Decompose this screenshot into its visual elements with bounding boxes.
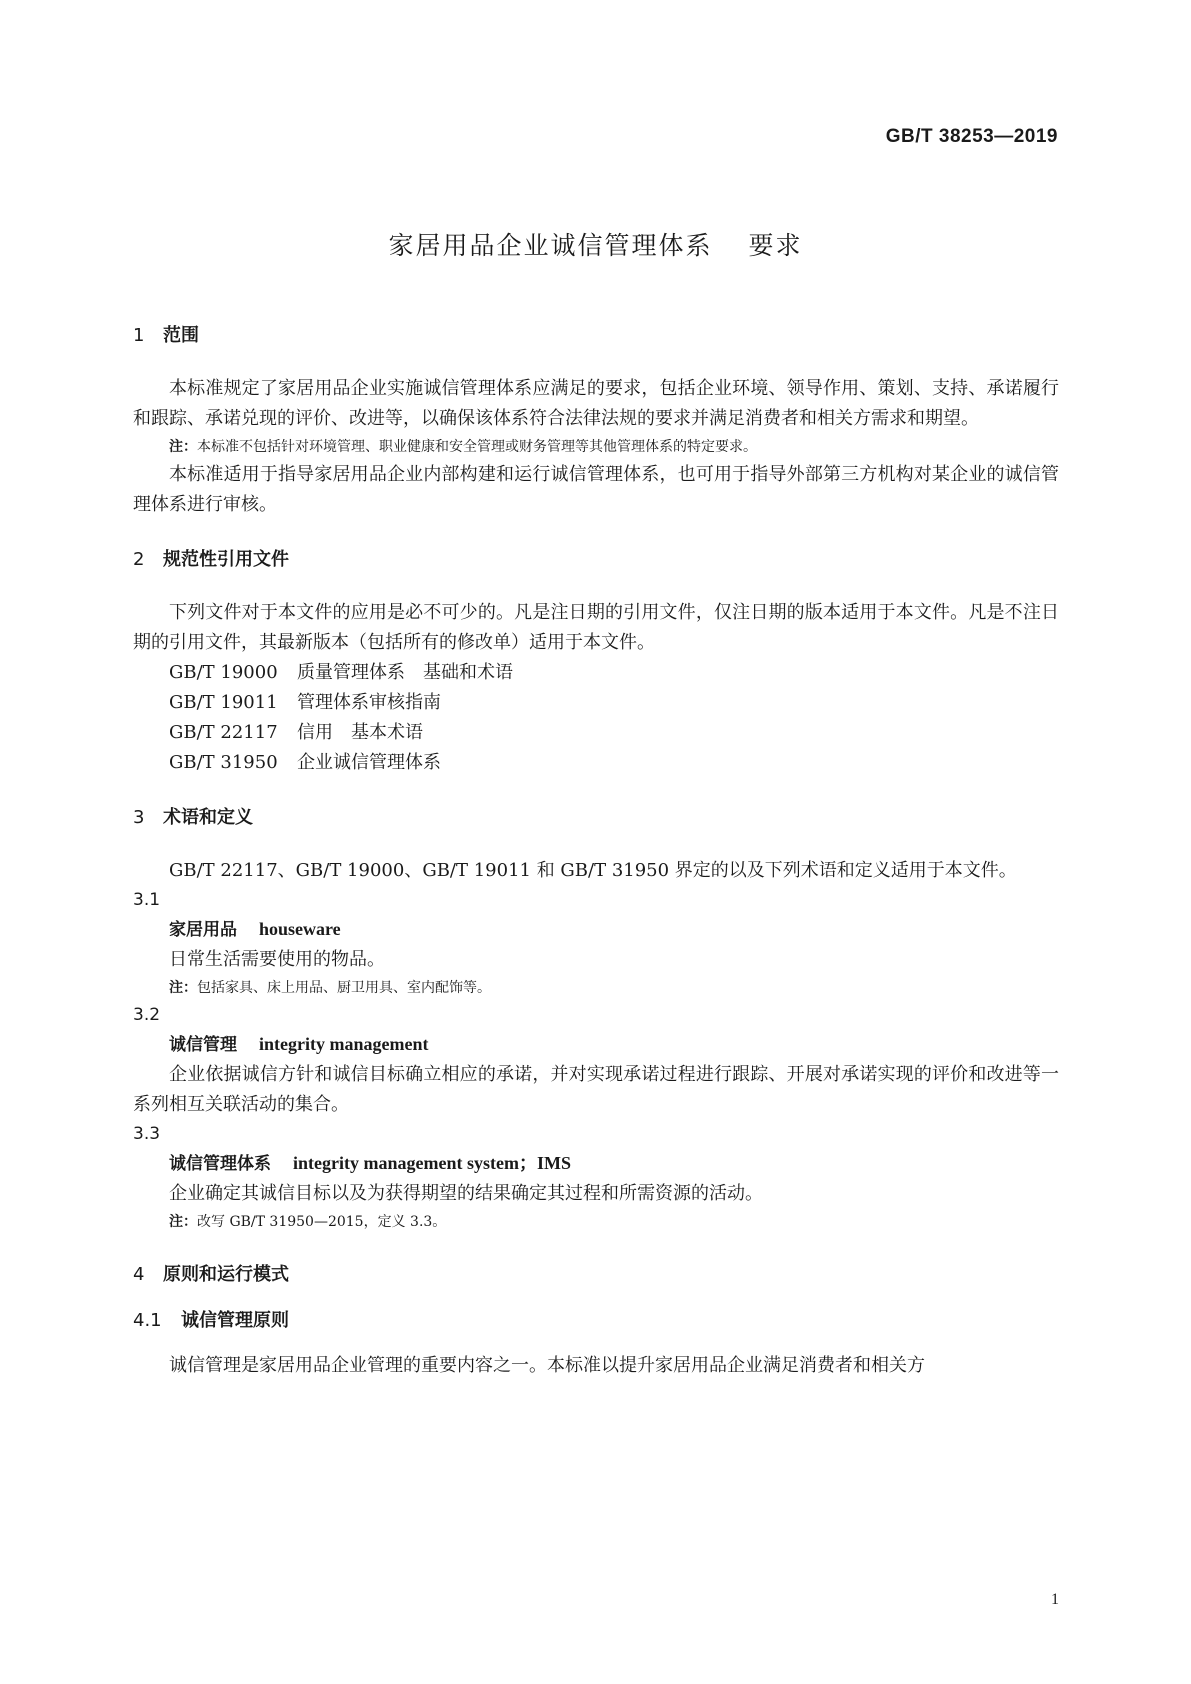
section-number: 2: [133, 549, 145, 570]
section-title: 原则和运行模式: [163, 1264, 289, 1285]
term-english: integrity management system；IMS: [293, 1153, 571, 1173]
reference-item: [133, 688, 1059, 718]
subsection-number: 4.1: [133, 1310, 162, 1331]
reference-code: GB/T 19011: [169, 692, 278, 713]
scope-note: [133, 434, 1059, 460]
section-number: 3: [133, 807, 145, 828]
note-text: 本标准不包括针对环境管理、职业健康和安全管理或财务管理等其他管理体系的特定要求。: [197, 439, 757, 455]
note-label: 注：: [169, 439, 197, 455]
term-english: houseware: [259, 919, 341, 939]
reference-title-part: 基本术语: [351, 722, 423, 743]
section-heading-normative-references: [133, 546, 1059, 574]
document-title: [0, 226, 1191, 262]
terms-paragraph: GB/T 22117、GB/T 19000、GB/T 19011 和 GB/T 31950 界定的以及下列术语和定义适用于本文件。: [169, 860, 1017, 881]
note-text: 改写 GB/T 31950—2015，定义 3.3。: [197, 1214, 447, 1230]
term-chinese: 诚信管理体系: [169, 1154, 271, 1174]
principles-paragraph: 诚信管理是家居用品企业管理的重要内容之一。本标准以提升家居用品企业满足消费者和相关方: [169, 1355, 925, 1376]
page-number: 1: [1051, 1591, 1059, 1608]
section-number: 4: [133, 1264, 145, 1285]
term-number: 3.2: [133, 1005, 161, 1025]
term-heading: [133, 1148, 1059, 1179]
note-label: 注：: [169, 1214, 197, 1230]
document-number: GB/T 38253—2019: [885, 126, 1058, 147]
term-definition: 企业确定其诚信目标以及为获得期望的结果确定其过程和所需资源的活动。: [169, 1183, 763, 1204]
reference-code: GB/T 22117: [169, 722, 278, 743]
title-suffix: 要求: [748, 231, 803, 260]
references-paragraph: 下列文件对于本文件的应用是必不可少的。凡是注日期的引用文件，仅注日期的版本适用于本文件。凡是不注日期的引用文件，其最新版本（包括所有的修改单）适用于本文件。: [133, 602, 1059, 653]
reference-item: [133, 748, 1059, 778]
section-title: 术语和定义: [163, 807, 253, 828]
subsection-heading-integrity-principles: [133, 1307, 1059, 1335]
term-definition: 日常生活需要使用的物品。: [169, 949, 385, 970]
reference-title-part: 基础和术语: [423, 662, 513, 683]
reference-item: [133, 658, 1059, 688]
section-title: 范围: [163, 325, 199, 346]
term-chinese: 诚信管理: [169, 1035, 237, 1055]
section-heading-terms: [133, 804, 1059, 832]
term-note: [133, 975, 1059, 1001]
term-heading: [133, 914, 1059, 945]
term-heading: [133, 1029, 1059, 1060]
term-definition: 企业依据诚信方针和诚信目标确立相应的承诺，并对实现承诺过程进行跟踪、开展对承诺实现的评价和改进等一系列相互关联活动的集合。: [133, 1064, 1059, 1115]
title-main: 家居用品企业诚信管理体系: [388, 231, 713, 260]
term-english: integrity management: [259, 1034, 429, 1054]
section-number: 1: [133, 325, 145, 346]
section-heading-scope: [133, 322, 1059, 350]
reference-title: 质量管理体系: [297, 662, 405, 683]
section-heading-principles: [133, 1261, 1059, 1289]
document-body: [133, 322, 1059, 1381]
term-note: [133, 1209, 1059, 1235]
term-number: 3.1: [133, 890, 161, 910]
reference-title: 管理体系审核指南: [297, 692, 441, 713]
note-text: 包括家具、床上用品、厨卫用具、室内配饰等。: [197, 980, 491, 996]
subsection-title: 诚信管理原则: [181, 1310, 289, 1331]
reference-code: GB/T 31950: [169, 752, 278, 773]
reference-title: 信用: [297, 722, 333, 743]
note-label: 注：: [169, 980, 197, 996]
scope-paragraph-2: 本标准适用于指导家居用品企业内部构建和运行诚信管理体系，也可用于指导外部第三方机构对某企业的诚信管理体系进行审核。: [133, 464, 1059, 515]
scope-paragraph-1: 本标准规定了家居用品企业实施诚信管理体系应满足的要求，包括企业环境、领导作用、策划、支持、承诺履行和跟踪、承诺兑现的评价、改进等，以确保该体系符合法律法规的要求并满足消费者和相关方需求和期望。: [133, 378, 1059, 429]
reference-code: GB/T 19000: [169, 662, 278, 683]
reference-item: [133, 718, 1059, 748]
term-chinese: 家居用品: [169, 920, 237, 940]
term-number: 3.3: [133, 1124, 161, 1144]
reference-title: 企业诚信管理体系: [297, 752, 441, 773]
section-title: 规范性引用文件: [163, 549, 289, 570]
